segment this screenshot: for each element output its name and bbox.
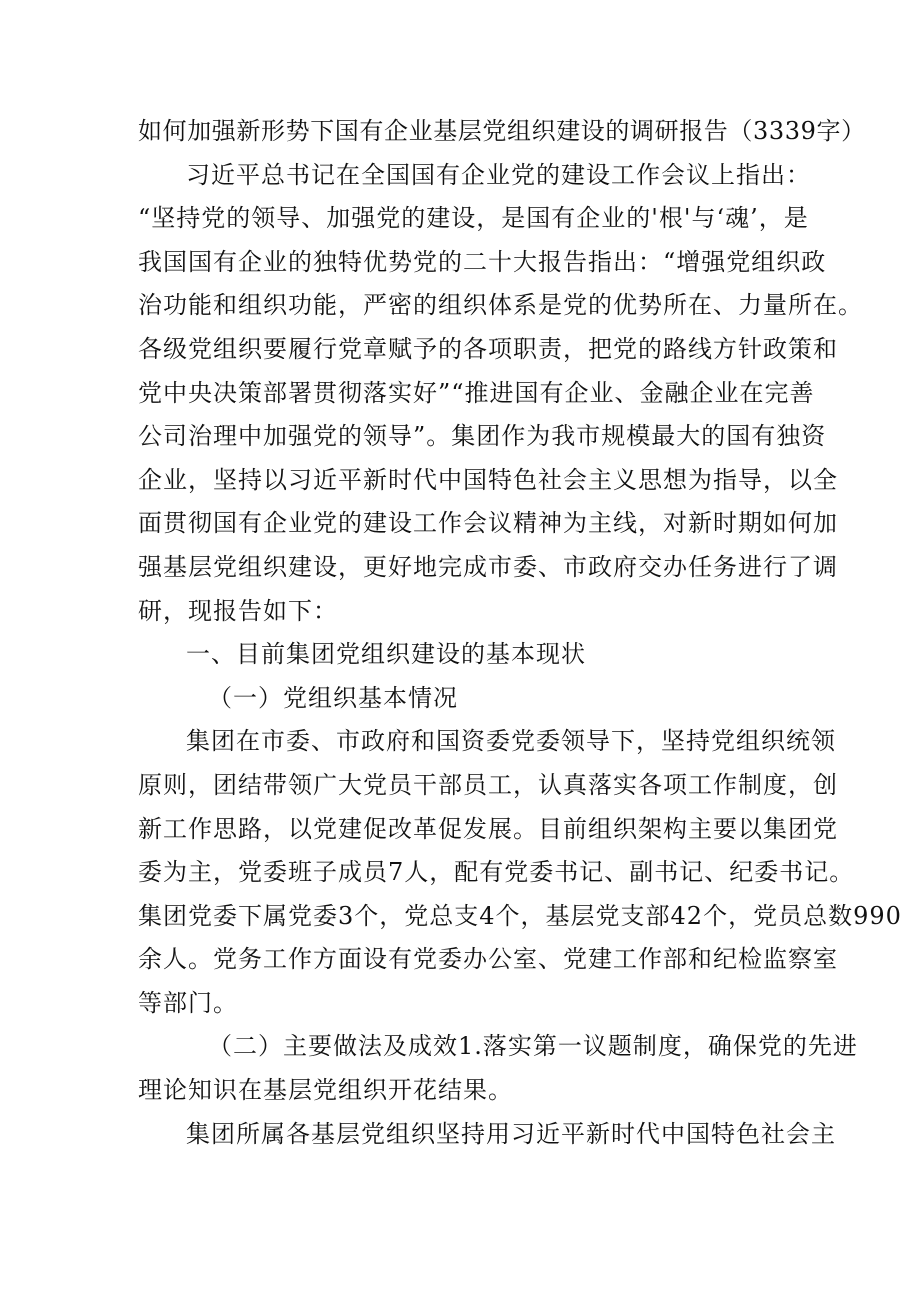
paragraph-line: 理论知识在基层党组织开花结果。 (138, 1076, 513, 1105)
paragraph-line: 强基层党组织建设，更好地完成市委、市政府交办任务进行了调 (138, 552, 838, 581)
paragraph-line: 各级党组织要履行党章赋予的各项职责，把党的路线方针政策和 (138, 334, 838, 363)
subsection-heading: （二）主要做法及成效1.落实第一议题制度，确保党的先进 (208, 1032, 858, 1061)
paragraph-line: 面贯彻国有企业党的建设工作会议精神为主线，对新时期如何加 (138, 509, 838, 538)
paragraph-line: 研，现报告如下： (138, 596, 338, 625)
paragraph-line: 我国国有企业的独特优势党的二十大报告指出：“增强党组织政 (138, 247, 827, 276)
subsection-heading: （一）党组织基本情况 (208, 683, 458, 712)
paragraph-line: 集团在市委、市政府和国资委党委领导下，坚持党组织统领 (186, 727, 836, 756)
paragraph-line: 集团党委下属党委3个，党总支4个，基层党支部42个，党员总数990 (138, 901, 902, 930)
paragraph-line: 委为主，党委班子成员7人，配有党委书记、副书记、纪委书记。 (138, 858, 855, 887)
paragraph-line: 党中央决策部署贯彻落实好”“推进国有企业、金融企业在完善 (138, 378, 815, 407)
paragraph-line: 原则，团结带领广大党员干部员工，认真落实各项工作制度，创 (138, 770, 838, 799)
paragraph-line: 集团所属各基层党组织坚持用习近平新时代中国特色社会主 (186, 1119, 836, 1148)
section-heading: 一、目前集团党组织建设的基本现状 (186, 640, 586, 669)
paragraph-line: 公司治理中加强党的领导”。集团作为我市规模最大的国有独资 (138, 422, 827, 451)
paragraph-line: 习近平总书记在全国国有企业党的建设工作会议上指出： (186, 160, 811, 189)
paragraph-line: 余人。党务工作方面设有党委办公室、党建工作部和纪检监察室 (138, 945, 838, 974)
paragraph-line: 新工作思路，以党建促改革促发展。目前组织架构主要以集团党 (138, 814, 838, 843)
paragraph-line: 治功能和组织功能，严密的组织体系是党的优势所在、力量所在。 (138, 291, 863, 320)
document-title: 如何加强新形势下国有企业基层党组织建设的调研报告（3339字） (138, 117, 866, 145)
document-body (138, 110, 902, 1156)
paragraph-line: 企业，坚持以习近平新时代中国特色社会主义思想为指导，以全 (138, 465, 838, 494)
paragraph-line: 等部门。 (138, 988, 238, 1017)
paragraph-line: “坚持党的领导、加强党的建设，是国有企业的'根'与‘魂’，是 (138, 204, 809, 233)
